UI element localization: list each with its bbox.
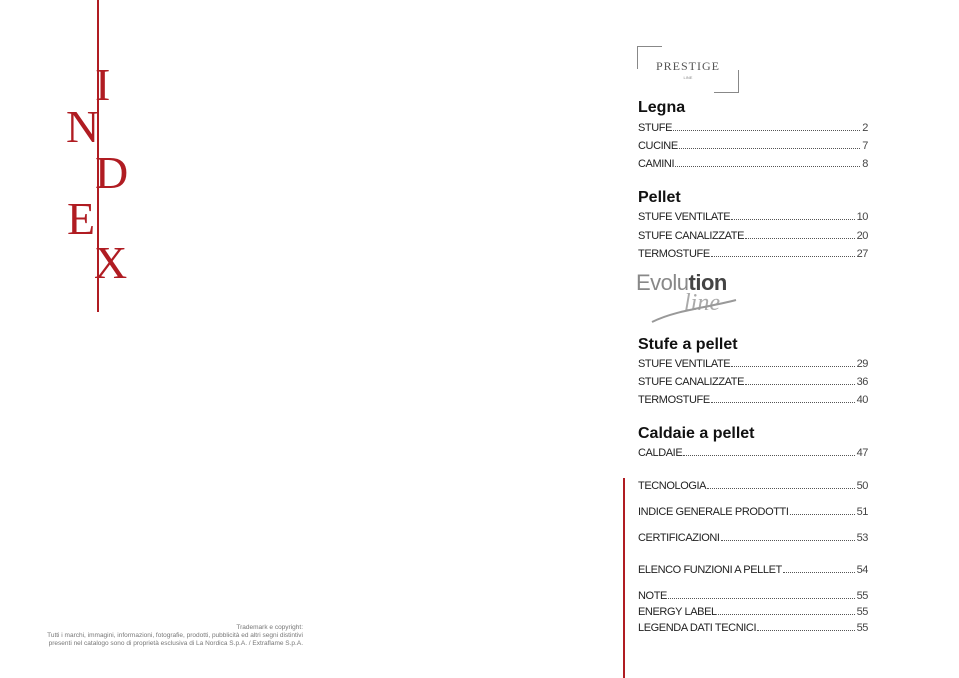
toc-leader [745,238,854,239]
toc-leader [707,488,854,489]
prestige-logo [637,46,739,93]
toc-page: 54 [856,564,868,576]
toc-entry[interactable] [638,530,868,544]
toc-leader [757,630,854,631]
copyright-line: presenti nel catalogo sono di proprietà esclusiva di La Nordica S.p.A. / Extraflame S.p.A. [48,640,303,647]
toc-page: 51 [856,506,868,518]
index-letter-d: D [95,147,129,198]
toc-entry[interactable] [638,209,868,223]
toc-leader [790,514,855,515]
evolution-logo-script: line [684,290,720,316]
toc-page: 53 [856,532,868,544]
toc-page: 2 [862,122,868,134]
toc-page: 55 [856,606,868,618]
section-title-legna: Legna [638,99,686,116]
toc-page: 36 [856,376,868,388]
toc-label: CAMINI [638,158,675,170]
toc-label: ENERGY LABEL [638,606,717,618]
index-letter-i: I [95,59,111,110]
evolution-logo-text: Evolution [636,270,727,295]
toc-leader [731,366,854,367]
toc-page: 27 [856,248,868,260]
toc-leader [711,256,855,257]
toc-leader [683,455,854,456]
toc-label: TERMOSTUFE [638,394,710,406]
toc-leader [718,614,855,615]
copyright-notice [3,624,303,648]
copyright-line: Tutti i marchi, immagini, informazioni, fotografie, prodotti, pubblicità ed altri segni distintivi [47,632,303,639]
evolution-swoosh-icon [636,270,746,326]
toc-page: 50 [856,480,868,492]
toc-page: 55 [856,590,868,602]
toc-leader [711,402,855,403]
toc-page: 7 [862,140,868,152]
toc-label: STUFE CANALIZZATE [638,376,745,388]
toc-label: TERMOSTUFE [638,248,710,260]
toc-label: CALDAIE [638,447,683,459]
toc-entry[interactable] [638,120,868,134]
toc-entry[interactable] [638,228,868,242]
toc-entry[interactable] [638,504,868,518]
toc-entry[interactable] [638,138,868,152]
toc-page: 29 [856,358,868,370]
toc-entry[interactable] [638,478,868,492]
toc-label: CERTIFICAZIONI [638,532,720,544]
toc-entry[interactable] [638,588,868,602]
toc-leader [745,384,854,385]
toc-page: 20 [856,230,868,242]
toc-entry[interactable] [638,445,868,459]
toc-entry[interactable] [638,156,868,170]
copyright-title: Trademark e copyright: [236,624,303,631]
toc-label: STUFE CANALIZZATE [638,230,745,242]
toc-page: 55 [856,622,868,634]
toc-label: INDICE GENERALE PRODOTTI [638,506,789,518]
toc-label: CUCINE [638,140,678,152]
section-title-stufe-a-pellet: Stufe a pellet [638,336,738,353]
toc-entry[interactable] [638,374,868,388]
toc-label: STUFE [638,122,673,134]
toc-label: ELENCO FUNZIONI A PELLET [638,564,782,576]
toc-entry[interactable] [638,246,868,260]
toc-leader [721,540,855,541]
toc-label: NOTE [638,590,667,602]
toc-entry[interactable] [638,620,868,634]
index-letter-e: E [67,193,96,244]
section-title-pellet: Pellet [638,189,681,206]
toc-label: TECNOLOGIA [638,480,707,492]
toc-page: 8 [862,158,868,170]
toc-entry[interactable] [638,392,868,406]
toc-entry[interactable] [638,604,868,618]
toc-label: LEGENDA DATI TECNICI [638,622,757,634]
index-letter-x: X [94,237,128,288]
toc-leader [673,130,860,131]
toc-leader [668,598,855,599]
toc-page: 10 [856,211,868,223]
prestige-logo-subtext: LINE [683,75,693,80]
toc-page: 47 [856,447,868,459]
toc-leader [731,219,854,220]
toc-label: STUFE VENTILATE [638,211,731,223]
section-title-caldaie-a-pellet: Caldaie a pellet [638,425,755,442]
evolution-line-logo [636,270,746,326]
prestige-logo-text: PRESTIGE [655,59,720,73]
toc-leader [675,166,860,167]
toc-page: 40 [856,394,868,406]
toc-label: STUFE VENTILATE [638,358,731,370]
toc-entry[interactable] [638,562,868,576]
toc-leader [679,148,861,149]
toc-leader [783,572,855,573]
appendix-divider-line [623,478,625,678]
index-letter-n: N [66,101,100,152]
toc-entry[interactable] [638,356,868,370]
